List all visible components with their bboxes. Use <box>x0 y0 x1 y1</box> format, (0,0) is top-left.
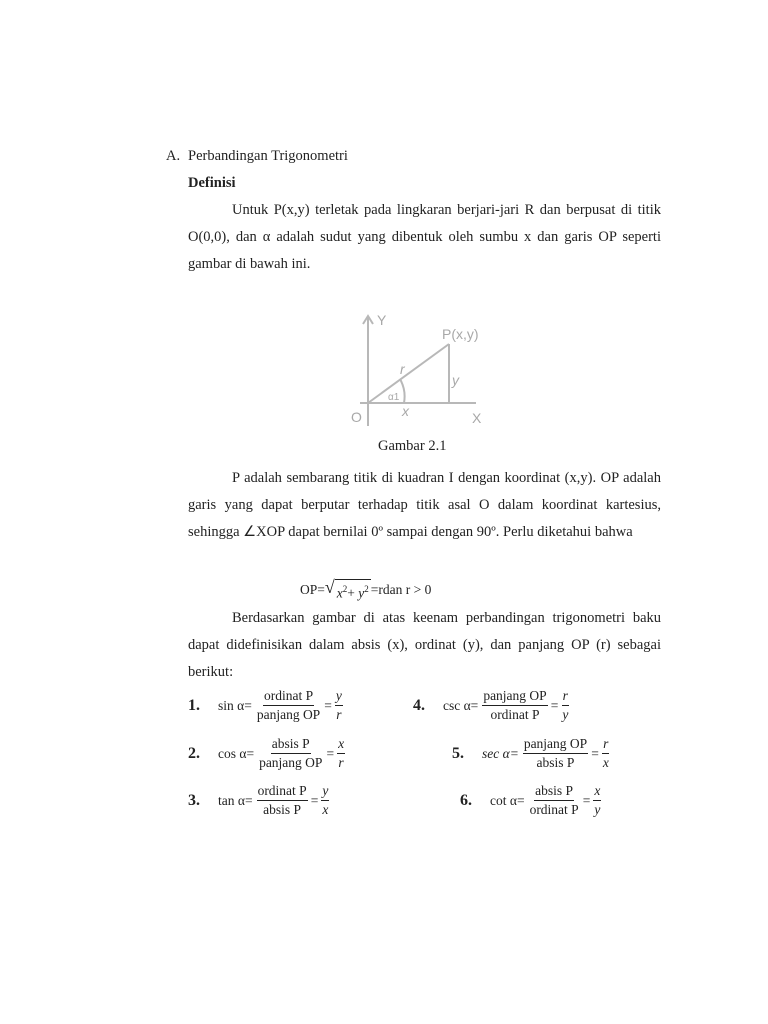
point-label: P(x,y) <box>442 326 479 342</box>
op-x: x <box>336 585 343 601</box>
op-y: y <box>358 585 365 601</box>
formula-tan <box>188 783 331 818</box>
fraction-words <box>257 783 308 818</box>
paragraph-intro-text: Berdasarkan gambar di atas keenam perbandingan trigonometri baku dapat didefinisikan dalam absis (x), ordinat (y), dan panjang OP (r) sebagai berikut: <box>188 610 661 680</box>
equals-sign: = <box>326 745 335 761</box>
fraction-denominator: absis P <box>263 802 302 817</box>
fraction-denominator: y <box>562 707 569 722</box>
fraction-words <box>529 783 580 818</box>
fraction-denominator: x <box>322 802 329 817</box>
fraction-denominator: ordinat P <box>490 707 540 722</box>
equals-sign: = <box>582 792 591 808</box>
formula-number: 3. <box>188 791 200 809</box>
op-formula-condition: dan r > 0 <box>382 582 432 598</box>
fraction-numerator: ordinat P <box>263 688 314 706</box>
fraction-words <box>523 736 588 771</box>
op-formula <box>300 578 431 603</box>
equals-sign: = <box>591 745 599 761</box>
fraction-denominator: r <box>336 707 342 722</box>
op-line <box>368 344 449 403</box>
sqrt-radicand <box>335 579 371 603</box>
formula-number: 1. <box>188 696 200 714</box>
equals-sign: = <box>550 697 559 713</box>
alpha-label: α1 <box>388 392 400 403</box>
sqrt-sign: √ <box>324 577 335 597</box>
formula-cot <box>460 783 603 818</box>
formula-csc <box>413 688 571 723</box>
fraction-denominator: r <box>338 755 344 770</box>
formula-sin <box>188 688 345 723</box>
formula-function: sin α= <box>218 697 252 713</box>
paragraph-definition-text: Untuk P(x,y) terletak pada lingkaran berjari-jari R dan berpusat di titik O(0,0), dan α adalah sudut yang dibentuk oleh sumbu x dan garis OP seperti gambar di bawah ini. <box>188 202 661 272</box>
fraction-numerator: r <box>602 736 609 754</box>
fraction-symbols <box>561 688 569 723</box>
fraction-numerator: absis P <box>534 783 574 801</box>
formula-function: sec α= <box>482 745 519 761</box>
op-plus: + <box>347 585 359 601</box>
formula-number: 6. <box>460 791 472 809</box>
formula-sec <box>452 736 612 771</box>
op-formula-lhs: OP= <box>300 582 325 598</box>
fraction-symbols <box>321 783 329 818</box>
op-y-exponent: 2 <box>364 584 369 594</box>
fraction-words <box>482 688 547 723</box>
fraction-symbols <box>337 736 345 771</box>
definition-heading: Definisi <box>188 175 236 191</box>
fraction-numerator: x <box>593 783 601 801</box>
fraction-symbols <box>335 688 343 723</box>
fraction-numerator: y <box>335 688 343 706</box>
fraction-denominator: panjang OP <box>259 755 323 770</box>
fraction-numerator: ordinat P <box>257 783 308 801</box>
y-axis-label: Y <box>377 312 387 328</box>
formula-cos <box>188 736 347 771</box>
formula-function: cot α= <box>490 792 525 808</box>
fraction-denominator: absis P <box>536 755 575 770</box>
fraction-words <box>256 688 321 723</box>
y-label: y <box>452 372 459 388</box>
fraction-denominator: x <box>602 755 609 770</box>
x-axis-label: X <box>472 410 482 426</box>
paragraph-description <box>188 465 661 546</box>
fraction-numerator: x <box>337 736 345 754</box>
r-label: r <box>400 361 405 377</box>
x-label: x <box>402 403 409 419</box>
formula-number: 5. <box>452 744 464 762</box>
formula-function: tan α= <box>218 792 253 808</box>
fraction-numerator: r <box>562 688 569 706</box>
formula-number: 4. <box>413 696 425 714</box>
formula-function: csc α= <box>443 697 479 713</box>
fraction-denominator: ordinat P <box>529 802 579 817</box>
paragraph-intro <box>188 605 661 686</box>
op-x-exponent: 2 <box>342 584 348 594</box>
formula-function: cos α= <box>218 745 255 761</box>
op-formula-r: =r <box>370 582 383 598</box>
equals-sign: = <box>324 697 332 713</box>
alpha-arc <box>400 379 405 403</box>
paragraph-description-text: P adalah sembarang titik di kuadran I dengan koordinat (x,y). OP adalah garis yang dapat berputar terhadap titik asal O dalam koordinat kartesius, sehingga ∠XOP dapat bernilai 0º sampai dengan 90º. Perlu diketahui bahwa <box>188 470 661 540</box>
paragraph-definition <box>188 197 661 278</box>
fraction-numerator: absis P <box>271 736 311 754</box>
fraction-numerator: y <box>321 783 329 801</box>
equals-sign: = <box>310 792 319 808</box>
sqrt-expression <box>325 578 371 603</box>
fraction-numerator: panjang OP <box>482 688 547 706</box>
origin-label: O <box>351 409 362 425</box>
fraction-symbols <box>602 736 610 771</box>
fraction-denominator: panjang OP <box>256 707 321 722</box>
formula-number: 2. <box>188 744 200 762</box>
section-marker: A. <box>166 148 181 164</box>
fraction-words <box>258 736 323 771</box>
fraction-denominator: y <box>594 802 601 817</box>
section-title: Perbandingan Trigonometri <box>188 148 348 164</box>
fraction-symbols <box>593 783 601 818</box>
fraction-numerator: panjang OP <box>523 736 588 754</box>
figure-caption: Gambar 2.1 <box>378 438 447 454</box>
coordinate-figure <box>338 308 498 436</box>
